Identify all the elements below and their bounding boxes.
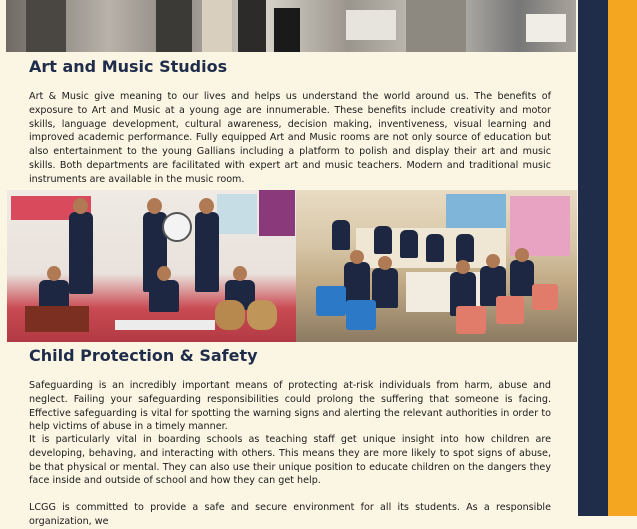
- child-protection-paragraph-2: It is particularly vital in boarding schools as teaching staff get unique insight into how children are developing, behaving, and interacting with others. This means they are more likely to spot signs of abuse, be that physical or mental. They can also use their unique position to educate children on the dangers they face inside and outside of school and how they can get help.: [29, 434, 551, 487]
- art-music-heading: Art and Music Studios: [29, 57, 228, 76]
- art-music-paragraph: Art & Music give meaning to our lives and helps us understand the world around us. The benefits of exposure to Art and Music at a young age are innumerable. These benefits include creativity and motor skills, language development, cultural awareness, decision making, inventiveness, visual learning and improved academic performance. Fully equipped Art and Music rooms are not only source of education but also entertainment to the young Gallians including a platform to polish and display their art and music skills. Both departments are facilitated with expert art and music teachers. Modern and traditional music instruments are available in the music room.: [29, 91, 551, 185]
- art-room-photo: [296, 190, 577, 342]
- child-protection-paragraph-3: LCGG is committed to provide a safe and secure environment for all its students. As a responsible organization, we: [29, 502, 551, 527]
- child-protection-heading: Child Protection & Safety: [29, 346, 258, 365]
- music-room-photo: [7, 190, 296, 342]
- top-photo: [6, 0, 576, 52]
- navy-side-stripe: [578, 0, 608, 516]
- child-protection-paragraph-1: Safeguarding is an incredibly important means of protecting at-risk individuals from harm, abuse and neglect. Failing your safeguarding responsibilities could prolong the suffering that someone is facing. Effective safeguarding is vital for spotting the warning signs and alerting the relevant authorities in order to help victims of abuse in a timely manner.: [29, 380, 551, 433]
- gold-side-stripe: [608, 0, 637, 516]
